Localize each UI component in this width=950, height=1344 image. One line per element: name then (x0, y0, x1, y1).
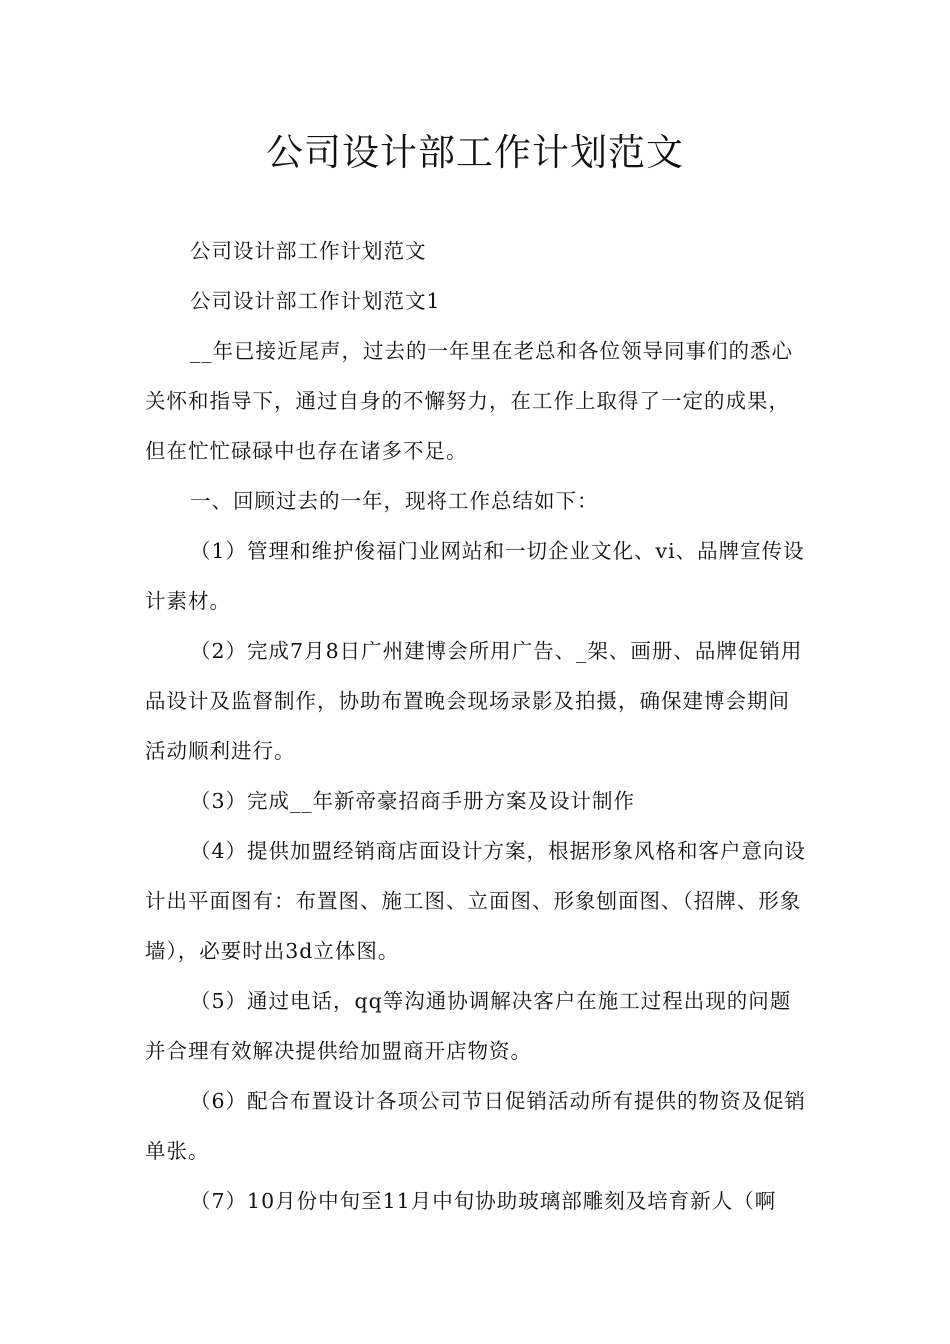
paragraph-item-7: （7）10月份中旬至11月中旬协助玻璃部雕刻及培育新人（啊 (190, 1189, 777, 1213)
paragraph-item-3: （3）完成__年新帝豪招商手册方案及设计制作 (190, 789, 636, 813)
paragraph-intro: __年已接近尾声，过去的一年里在老总和各位领导同事们的悉心关怀和指导下，通过自身的不懈努力，在工作上取得了一定的成果，但在忙忙碌碌中也存在诸多不足。 (145, 339, 793, 463)
paragraph-item-4: （4）提供加盟经销商店面设计方案，根据形象风格和客户意向设计出平面图有：布置图、施工图、立面图、形象刨面图、（招牌、形象墙），必要时出3d立体图。 (145, 839, 807, 963)
paragraph-section-one: 一、回顾过去的一年，现将工作总结如下： (190, 489, 599, 513)
paragraph-subheading: 公司设计部工作计划范文1 (190, 289, 441, 313)
paragraph-item-5: （5）通过电话，qq等沟通协调解决客户在施工过程出现的问题并合理有效解决提供给加盟商开店物资。 (145, 989, 792, 1063)
paragraph-item-6: （6）配合布置设计各项公司节日促销活动所有提供的物资及促销单张。 (145, 1089, 807, 1163)
paragraph-item-2: （2）完成7月8日广州建博会所用广告、_架、画册、品牌促销用品设计及监督制作，协助布置晚会现场录影及拍摄，确保建博会期间活动顺利进行。 (145, 639, 803, 763)
document-title: 公司设计部工作计划范文 (266, 131, 684, 174)
paragraph-item-1: （1）管理和维护俊福门业网站和一切企业文化、vi、品牌宣传设计素材。 (145, 539, 805, 613)
paragraph-heading: 公司设计部工作计划范文 (190, 239, 427, 263)
document-body (145, 226, 810, 1226)
